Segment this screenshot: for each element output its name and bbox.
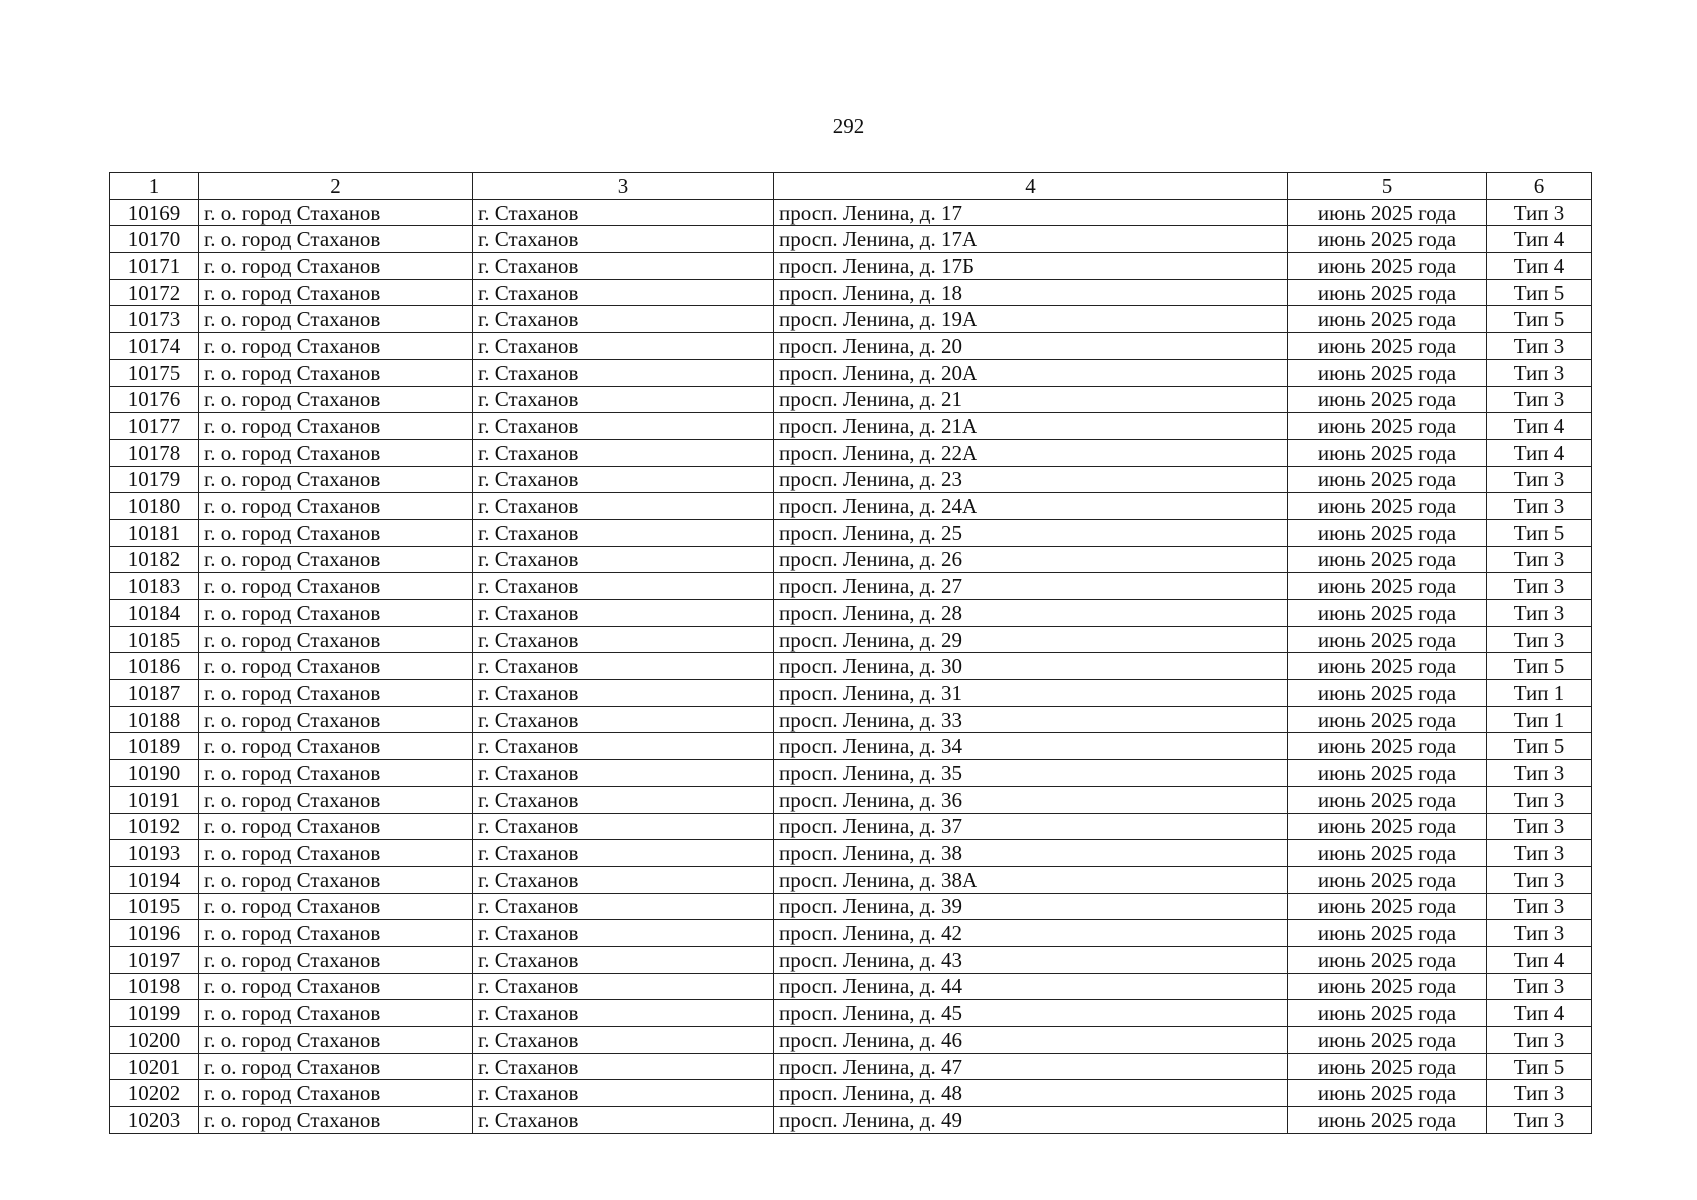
- cell-type: Тип 3: [1487, 546, 1592, 573]
- cell-period: июнь 2025 года: [1288, 1080, 1487, 1107]
- cell-municipality: г. о. город Стаханов: [199, 519, 473, 546]
- table-row: [110, 546, 1592, 573]
- cell-type: Тип 4: [1487, 946, 1592, 973]
- cell-period: июнь 2025 года: [1288, 466, 1487, 493]
- table-row: [110, 466, 1592, 493]
- cell-type: Тип 4: [1487, 413, 1592, 440]
- header-cell-3: 3: [473, 173, 774, 200]
- table-row: [110, 253, 1592, 280]
- header-cell-4: 4: [774, 173, 1288, 200]
- table-row: [110, 973, 1592, 1000]
- cell-address: просп. Ленина, д. 17Б: [774, 253, 1288, 280]
- cell-address: просп. Ленина, д. 25: [774, 519, 1288, 546]
- cell-period: июнь 2025 года: [1288, 760, 1487, 787]
- cell-address: просп. Ленина, д. 20: [774, 333, 1288, 360]
- cell-locality: г. Стаханов: [473, 519, 774, 546]
- cell-locality: г. Стаханов: [473, 786, 774, 813]
- cell-municipality: г. о. город Стаханов: [199, 786, 473, 813]
- cell-row-number: 10177: [110, 413, 199, 440]
- table-row: [110, 1027, 1592, 1054]
- cell-type: Тип 3: [1487, 466, 1592, 493]
- table-row: [110, 733, 1592, 760]
- cell-type: Тип 3: [1487, 626, 1592, 653]
- cell-locality: г. Стаханов: [473, 306, 774, 333]
- cell-type: Тип 3: [1487, 1107, 1592, 1134]
- cell-address: просп. Ленина, д. 48: [774, 1080, 1288, 1107]
- cell-locality: г. Стаханов: [473, 1053, 774, 1080]
- cell-locality: г. Стаханов: [473, 493, 774, 520]
- cell-locality: г. Стаханов: [473, 1107, 774, 1134]
- cell-row-number: 10169: [110, 199, 199, 226]
- table-row: [110, 653, 1592, 680]
- cell-period: июнь 2025 года: [1288, 359, 1487, 386]
- cell-locality: г. Стаханов: [473, 226, 774, 253]
- header-cell-6: 6: [1487, 173, 1592, 200]
- table-row: [110, 1080, 1592, 1107]
- cell-type: Тип 3: [1487, 600, 1592, 627]
- cell-type: Тип 1: [1487, 680, 1592, 707]
- table-row: [110, 1000, 1592, 1027]
- cell-row-number: 10190: [110, 760, 199, 787]
- table-row: [110, 413, 1592, 440]
- cell-address: просп. Ленина, д. 38А: [774, 866, 1288, 893]
- cell-address: просп. Ленина, д. 29: [774, 626, 1288, 653]
- cell-row-number: 10202: [110, 1080, 199, 1107]
- cell-address: просп. Ленина, д. 17А: [774, 226, 1288, 253]
- cell-type: Тип 3: [1487, 813, 1592, 840]
- cell-type: Тип 5: [1487, 306, 1592, 333]
- table-row: [110, 706, 1592, 733]
- table-row: [110, 306, 1592, 333]
- cell-address: просп. Ленина, д. 21: [774, 386, 1288, 413]
- cell-address: просп. Ленина, д. 24А: [774, 493, 1288, 520]
- cell-municipality: г. о. город Стаханов: [199, 1080, 473, 1107]
- cell-period: июнь 2025 года: [1288, 600, 1487, 627]
- cell-locality: г. Стаханов: [473, 840, 774, 867]
- header-cell-5: 5: [1288, 173, 1487, 200]
- cell-row-number: 10198: [110, 973, 199, 1000]
- cell-type: Тип 5: [1487, 733, 1592, 760]
- cell-row-number: 10176: [110, 386, 199, 413]
- cell-row-number: 10201: [110, 1053, 199, 1080]
- cell-row-number: 10197: [110, 946, 199, 973]
- cell-row-number: 10182: [110, 546, 199, 573]
- cell-address: просп. Ленина, д. 17: [774, 199, 1288, 226]
- cell-row-number: 10178: [110, 439, 199, 466]
- cell-address: просп. Ленина, д. 19А: [774, 306, 1288, 333]
- cell-row-number: 10171: [110, 253, 199, 280]
- cell-address: просп. Ленина, д. 44: [774, 973, 1288, 1000]
- cell-period: июнь 2025 года: [1288, 626, 1487, 653]
- cell-address: просп. Ленина, д. 31: [774, 680, 1288, 707]
- table-row: [110, 920, 1592, 947]
- cell-period: июнь 2025 года: [1288, 893, 1487, 920]
- header-cell-1: 1: [110, 173, 199, 200]
- cell-address: просп. Ленина, д. 46: [774, 1027, 1288, 1054]
- cell-municipality: г. о. город Стаханов: [199, 1053, 473, 1080]
- cell-row-number: 10191: [110, 786, 199, 813]
- cell-period: июнь 2025 года: [1288, 840, 1487, 867]
- cell-period: июнь 2025 года: [1288, 1107, 1487, 1134]
- cell-type: Тип 5: [1487, 653, 1592, 680]
- cell-address: просп. Ленина, д. 33: [774, 706, 1288, 733]
- table-row: [110, 866, 1592, 893]
- cell-period: июнь 2025 года: [1288, 680, 1487, 707]
- cell-municipality: г. о. город Стаханов: [199, 653, 473, 680]
- cell-address: просп. Ленина, д. 21А: [774, 413, 1288, 440]
- cell-row-number: 10170: [110, 226, 199, 253]
- cell-type: Тип 3: [1487, 493, 1592, 520]
- table-row: [110, 359, 1592, 386]
- cell-municipality: г. о. город Стаханов: [199, 226, 473, 253]
- cell-type: Тип 3: [1487, 573, 1592, 600]
- cell-address: просп. Ленина, д. 47: [774, 1053, 1288, 1080]
- cell-municipality: г. о. город Стаханов: [199, 866, 473, 893]
- cell-municipality: г. о. город Стаханов: [199, 760, 473, 787]
- cell-row-number: 10193: [110, 840, 199, 867]
- cell-locality: г. Стаханов: [473, 920, 774, 947]
- cell-period: июнь 2025 года: [1288, 439, 1487, 466]
- cell-municipality: г. о. город Стаханов: [199, 359, 473, 386]
- table-row: [110, 840, 1592, 867]
- cell-period: июнь 2025 года: [1288, 573, 1487, 600]
- table-row: [110, 279, 1592, 306]
- cell-address: просп. Ленина, д. 22А: [774, 439, 1288, 466]
- cell-municipality: г. о. город Стаханов: [199, 546, 473, 573]
- cell-locality: г. Стаханов: [473, 973, 774, 1000]
- table-row: [110, 946, 1592, 973]
- cell-municipality: г. о. город Стаханов: [199, 1000, 473, 1027]
- header-cell-2: 2: [199, 173, 473, 200]
- cell-address: просп. Ленина, д. 37: [774, 813, 1288, 840]
- cell-locality: г. Стаханов: [473, 1027, 774, 1054]
- cell-period: июнь 2025 года: [1288, 1027, 1487, 1054]
- cell-period: июнь 2025 года: [1288, 546, 1487, 573]
- cell-period: июнь 2025 года: [1288, 813, 1487, 840]
- cell-row-number: 10192: [110, 813, 199, 840]
- cell-type: Тип 3: [1487, 920, 1592, 947]
- cell-address: просп. Ленина, д. 39: [774, 893, 1288, 920]
- cell-municipality: г. о. город Стаханов: [199, 680, 473, 707]
- cell-address: просп. Ленина, д. 42: [774, 920, 1288, 947]
- cell-locality: г. Стаханов: [473, 333, 774, 360]
- cell-row-number: 10189: [110, 733, 199, 760]
- cell-municipality: г. о. город Стаханов: [199, 626, 473, 653]
- cell-municipality: г. о. город Стаханов: [199, 840, 473, 867]
- cell-row-number: 10173: [110, 306, 199, 333]
- cell-address: просп. Ленина, д. 38: [774, 840, 1288, 867]
- cell-period: июнь 2025 года: [1288, 920, 1487, 947]
- cell-address: просп. Ленина, д. 23: [774, 466, 1288, 493]
- cell-type: Тип 3: [1487, 333, 1592, 360]
- cell-row-number: 10179: [110, 466, 199, 493]
- cell-locality: г. Стаханов: [473, 600, 774, 627]
- cell-row-number: 10199: [110, 1000, 199, 1027]
- cell-locality: г. Стаханов: [473, 680, 774, 707]
- cell-municipality: г. о. город Стаханов: [199, 573, 473, 600]
- table-row: [110, 786, 1592, 813]
- cell-locality: г. Стаханов: [473, 359, 774, 386]
- cell-locality: г. Стаханов: [473, 439, 774, 466]
- cell-period: июнь 2025 года: [1288, 733, 1487, 760]
- table-row: [110, 386, 1592, 413]
- cell-locality: г. Стаханов: [473, 733, 774, 760]
- cell-row-number: 10175: [110, 359, 199, 386]
- cell-address: просп. Ленина, д. 43: [774, 946, 1288, 973]
- cell-row-number: 10172: [110, 279, 199, 306]
- table-row: [110, 600, 1592, 627]
- page-number: 292: [832, 114, 865, 138]
- cell-row-number: 10185: [110, 626, 199, 653]
- cell-municipality: г. о. город Стаханов: [199, 893, 473, 920]
- cell-period: июнь 2025 года: [1288, 706, 1487, 733]
- cell-municipality: г. о. город Стаханов: [199, 733, 473, 760]
- cell-municipality: г. о. город Стаханов: [199, 600, 473, 627]
- cell-municipality: г. о. город Стаханов: [199, 946, 473, 973]
- cell-locality: г. Стаханов: [473, 253, 774, 280]
- cell-municipality: г. о. город Стаханов: [199, 279, 473, 306]
- cell-locality: г. Стаханов: [473, 813, 774, 840]
- table-body: [110, 199, 1592, 1133]
- cell-address: просп. Ленина, д. 34: [774, 733, 1288, 760]
- cell-period: июнь 2025 года: [1288, 333, 1487, 360]
- cell-municipality: г. о. город Стаханов: [199, 386, 473, 413]
- table-row: [110, 626, 1592, 653]
- cell-type: Тип 3: [1487, 199, 1592, 226]
- cell-locality: г. Стаханов: [473, 946, 774, 973]
- cell-row-number: 10183: [110, 573, 199, 600]
- address-table: [109, 172, 1592, 1134]
- cell-row-number: 10200: [110, 1027, 199, 1054]
- cell-period: июнь 2025 года: [1288, 653, 1487, 680]
- cell-municipality: г. о. город Стаханов: [199, 439, 473, 466]
- cell-period: июнь 2025 года: [1288, 973, 1487, 1000]
- cell-period: июнь 2025 года: [1288, 786, 1487, 813]
- cell-type: Тип 3: [1487, 893, 1592, 920]
- cell-period: июнь 2025 года: [1288, 279, 1487, 306]
- cell-address: просп. Ленина, д. 36: [774, 786, 1288, 813]
- cell-period: июнь 2025 года: [1288, 199, 1487, 226]
- table-row: [110, 199, 1592, 226]
- cell-address: просп. Ленина, д. 27: [774, 573, 1288, 600]
- cell-address: просп. Ленина, д. 18: [774, 279, 1288, 306]
- cell-type: Тип 3: [1487, 1027, 1592, 1054]
- table-row: [110, 439, 1592, 466]
- cell-row-number: 10186: [110, 653, 199, 680]
- cell-locality: г. Стаханов: [473, 1080, 774, 1107]
- cell-locality: г. Стаханов: [473, 893, 774, 920]
- cell-type: Тип 5: [1487, 279, 1592, 306]
- table-row: [110, 333, 1592, 360]
- cell-row-number: 10174: [110, 333, 199, 360]
- cell-locality: г. Стаханов: [473, 279, 774, 306]
- cell-municipality: г. о. город Стаханов: [199, 920, 473, 947]
- table-row: [110, 519, 1592, 546]
- cell-locality: г. Стаханов: [473, 466, 774, 493]
- table-row: [110, 813, 1592, 840]
- cell-locality: г. Стаханов: [473, 386, 774, 413]
- cell-type: Тип 1: [1487, 706, 1592, 733]
- cell-period: июнь 2025 года: [1288, 866, 1487, 893]
- cell-municipality: г. о. город Стаханов: [199, 333, 473, 360]
- cell-row-number: 10180: [110, 493, 199, 520]
- cell-type: Тип 3: [1487, 359, 1592, 386]
- cell-municipality: г. о. город Стаханов: [199, 1107, 473, 1134]
- cell-address: просп. Ленина, д. 30: [774, 653, 1288, 680]
- cell-address: просп. Ленина, д. 35: [774, 760, 1288, 787]
- cell-type: Тип 4: [1487, 1000, 1592, 1027]
- cell-type: Тип 4: [1487, 439, 1592, 466]
- cell-type: Тип 5: [1487, 519, 1592, 546]
- cell-municipality: г. о. город Стаханов: [199, 466, 473, 493]
- cell-address: просп. Ленина, д. 49: [774, 1107, 1288, 1134]
- cell-municipality: г. о. город Стаханов: [199, 253, 473, 280]
- cell-municipality: г. о. город Стаханов: [199, 413, 473, 440]
- cell-period: июнь 2025 года: [1288, 386, 1487, 413]
- cell-period: июнь 2025 года: [1288, 413, 1487, 440]
- cell-period: июнь 2025 года: [1288, 946, 1487, 973]
- cell-municipality: г. о. город Стаханов: [199, 973, 473, 1000]
- table-row: [110, 760, 1592, 787]
- table-row: [110, 680, 1592, 707]
- cell-locality: г. Стаханов: [473, 706, 774, 733]
- cell-type: Тип 3: [1487, 760, 1592, 787]
- cell-locality: г. Стаханов: [473, 626, 774, 653]
- cell-type: Тип 3: [1487, 386, 1592, 413]
- cell-locality: г. Стаханов: [473, 573, 774, 600]
- cell-locality: г. Стаханов: [473, 760, 774, 787]
- table-row: [110, 1107, 1592, 1134]
- table-header-row: [110, 173, 1592, 200]
- cell-row-number: 10194: [110, 866, 199, 893]
- cell-row-number: 10195: [110, 893, 199, 920]
- cell-address: просп. Ленина, д. 45: [774, 1000, 1288, 1027]
- cell-type: Тип 5: [1487, 1053, 1592, 1080]
- cell-municipality: г. о. город Стаханов: [199, 1027, 473, 1054]
- cell-locality: г. Стаханов: [473, 1000, 774, 1027]
- cell-locality: г. Стаханов: [473, 199, 774, 226]
- cell-municipality: г. о. город Стаханов: [199, 199, 473, 226]
- cell-municipality: г. о. город Стаханов: [199, 493, 473, 520]
- cell-row-number: 10187: [110, 680, 199, 707]
- cell-row-number: 10188: [110, 706, 199, 733]
- cell-address: просп. Ленина, д. 26: [774, 546, 1288, 573]
- cell-type: Тип 3: [1487, 786, 1592, 813]
- cell-row-number: 10181: [110, 519, 199, 546]
- cell-municipality: г. о. город Стаханов: [199, 813, 473, 840]
- cell-row-number: 10203: [110, 1107, 199, 1134]
- cell-row-number: 10184: [110, 600, 199, 627]
- table-row: [110, 893, 1592, 920]
- table-row: [110, 573, 1592, 600]
- table-row: [110, 1053, 1592, 1080]
- cell-address: просп. Ленина, д. 20А: [774, 359, 1288, 386]
- cell-period: июнь 2025 года: [1288, 1053, 1487, 1080]
- table-row: [110, 226, 1592, 253]
- cell-period: июнь 2025 года: [1288, 226, 1487, 253]
- cell-period: июнь 2025 года: [1288, 519, 1487, 546]
- cell-period: июнь 2025 года: [1288, 306, 1487, 333]
- table-row: [110, 493, 1592, 520]
- cell-type: Тип 3: [1487, 973, 1592, 1000]
- cell-type: Тип 4: [1487, 253, 1592, 280]
- cell-period: июнь 2025 года: [1288, 493, 1487, 520]
- cell-period: июнь 2025 года: [1288, 1000, 1487, 1027]
- cell-type: Тип 3: [1487, 840, 1592, 867]
- cell-type: Тип 4: [1487, 226, 1592, 253]
- cell-type: Тип 3: [1487, 1080, 1592, 1107]
- cell-locality: г. Стаханов: [473, 413, 774, 440]
- cell-locality: г. Стаханов: [473, 866, 774, 893]
- cell-municipality: г. о. город Стаханов: [199, 306, 473, 333]
- cell-municipality: г. о. город Стаханов: [199, 706, 473, 733]
- cell-locality: г. Стаханов: [473, 546, 774, 573]
- cell-locality: г. Стаханов: [473, 653, 774, 680]
- cell-period: июнь 2025 года: [1288, 253, 1487, 280]
- cell-row-number: 10196: [110, 920, 199, 947]
- cell-type: Тип 3: [1487, 866, 1592, 893]
- cell-address: просп. Ленина, д. 28: [774, 600, 1288, 627]
